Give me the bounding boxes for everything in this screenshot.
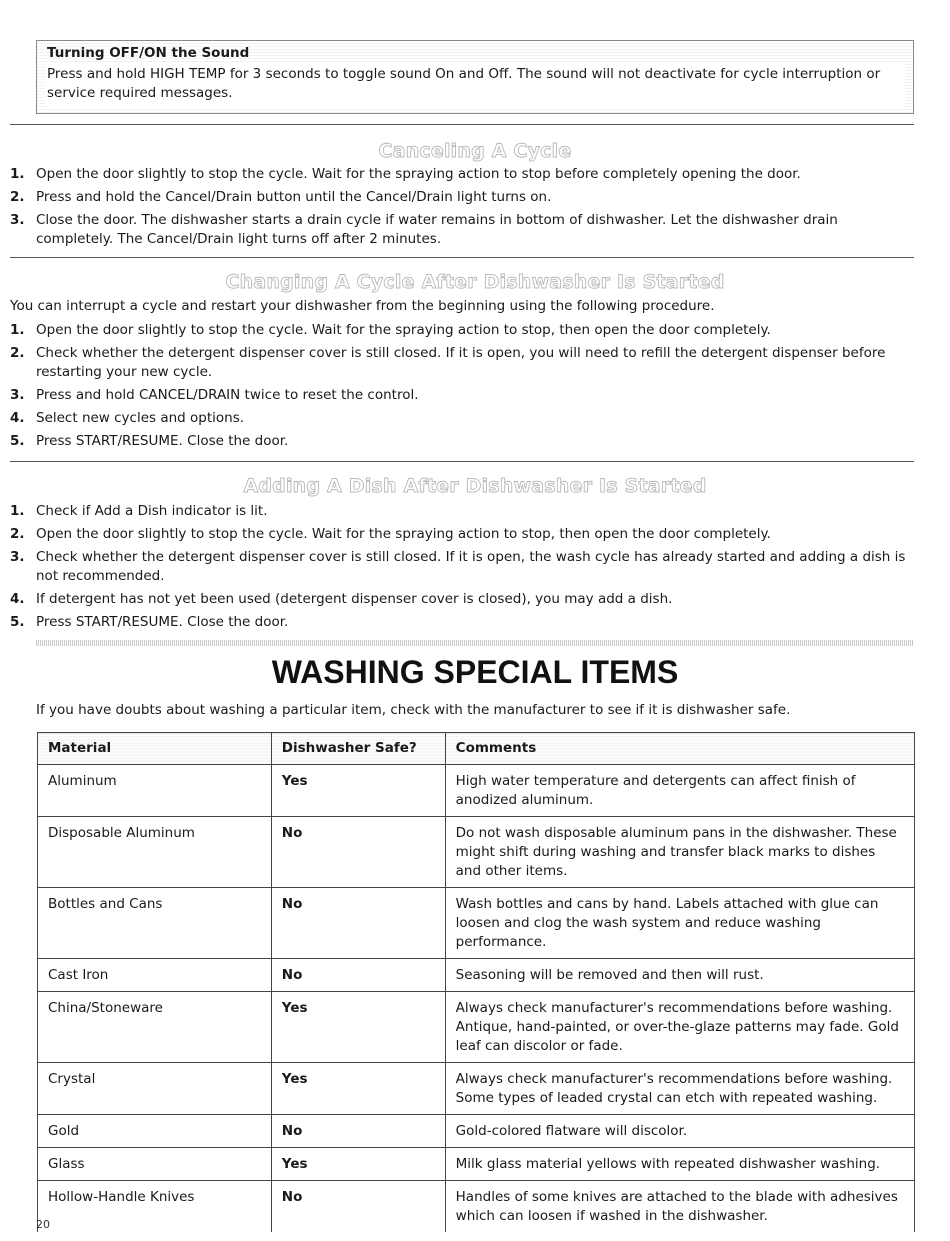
safe-cell: No [271,959,445,992]
safe-cell: Yes [271,1148,445,1181]
comment-cell: Gold-colored flatware will discolor. [445,1115,914,1148]
material-cell: Cast Iron [38,959,272,992]
header-material: Material [38,733,272,765]
washing-items-table [37,732,915,1232]
table-row [38,1181,915,1233]
safe-cell: Yes [271,1063,445,1115]
page-number: 20 [36,1218,50,1231]
section-divider [10,257,914,258]
comment-cell: Seasoning will be removed and then will rust. [445,959,914,992]
safe-cell: No [271,1181,445,1233]
list-item: 1. Open the door slightly to stop the cycle. Wait for the spraying action to stop, then open the door completely. [10,322,771,338]
list-item: 1. Open the door slightly to stop the cycle. Wait for the spraying action to stop before completely opening the door. [10,166,801,182]
list-item: 2. Press and hold the Cancel/Drain button until the Cancel/Drain light turns on. [10,189,552,205]
list-item: 3. Press and hold CANCEL/DRAIN twice to reset the control. [10,387,419,403]
comment-cell: High water temperature and detergents can affect finish of anodized aluminum. [445,765,914,817]
comment-cell: Always check manufacturer's recommendations before washing. Some types of leaded crystal can etch with repeated washing. [445,1063,914,1115]
sound-box-text: Press and hold HIGH TEMP for 3 seconds to toggle sound On and Off. The sound will not deactivate for cycle interruption or service required messages. [47,66,881,101]
list-item: 2. Check whether the detergent dispenser cover is still closed. If it is open, you will need to refill the detergent dispenser before restarting your new cycle. [10,345,886,380]
canceling-steps [10,165,914,253]
adding-steps [10,502,914,636]
material-cell: Bottles and Cans [38,888,272,959]
material-cell: Gold [38,1115,272,1148]
safe-cell: Yes [271,765,445,817]
list-item: 3. Close the door. The dishwasher starts a drain cycle if water remains in bottom of dishwasher. Let the dishwasher drain completely. The Cancel/Drain light turns off after 2 minutes. [10,212,838,247]
table-row [38,817,915,888]
list-item: 4. If detergent has not yet been used (detergent dispenser cover is closed), you may add a dish. [10,591,673,607]
table-row [38,1148,915,1181]
table-row [38,992,915,1063]
safe-cell: No [271,817,445,888]
list-item: 3. Check whether the detergent dispenser cover is still closed. If it is open, the wash cycle has already started and adding a dish is not recommended. [10,549,906,584]
header-comments: Comments [445,733,914,765]
sound-box-title: Turning OFF/ON the Sound [47,45,250,61]
list-item: 2. Open the door slightly to stop the cycle. Wait for the spraying action to stop, then open the door completely. [10,526,771,542]
comment-cell: Do not wash disposable aluminum pans in the dishwasher. These might shift during washing and transfer black marks to dishes and other items. [445,817,914,888]
list-item: 4. Select new cycles and options. [10,410,245,426]
changing-steps [10,321,914,455]
canceling-section-title: Canceling A Cycle [378,140,572,162]
table-row [38,765,915,817]
list-item: 5. Press START/RESUME. Close the door. [10,433,289,449]
sound-toggle-box [36,40,914,114]
table-row [38,1063,915,1115]
section-divider [10,461,914,462]
table-row [38,888,915,959]
changing-intro: You can interrupt a cycle and restart your dishwasher from the beginning using the following procedure. [10,298,715,314]
material-cell: Aluminum [38,765,272,817]
comment-cell: Handles of some knives are attached to the blade with adhesives which can loosen if washed in the dishwasher. [445,1181,914,1233]
section-divider-dotted [36,640,914,646]
material-cell: Crystal [38,1063,272,1115]
washing-intro: If you have doubts about washing a particular item, check with the manufacturer to see if it is dishwasher safe. [36,702,791,718]
list-item: 1. Check if Add a Dish indicator is lit. [10,503,268,519]
table-row [38,959,915,992]
material-cell: China/Stoneware [38,992,272,1063]
comment-cell: Always check manufacturer's recommendations before washing. Antique, hand-painted, or over-the-glaze patterns may fade. Gold leaf can discolor or fade. [445,992,914,1063]
changing-section-title: Changing A Cycle After Dishwasher Is Started [225,271,725,293]
comment-cell: Wash bottles and cans by hand. Labels attached with glue can loosen and clog the wash system and reduce washing performance. [445,888,914,959]
adding-section-title: Adding A Dish After Dishwasher Is Started [243,475,707,497]
material-cell: Hollow-Handle Knives [38,1181,272,1233]
material-cell: Glass [38,1148,272,1181]
comment-cell: Milk glass material yellows with repeated dishwasher washing. [445,1148,914,1181]
section-divider [10,124,914,125]
material-cell: Disposable Aluminum [38,817,272,888]
header-dishwasher-safe: Dishwasher Safe? [271,733,445,765]
safe-cell: No [271,888,445,959]
list-item: 5. Press START/RESUME. Close the door. [10,614,289,630]
safe-cell: No [271,1115,445,1148]
safe-cell: Yes [271,992,445,1063]
table-header-row [38,733,915,765]
table-row [38,1115,915,1148]
washing-special-items-heading: WASHING SPECIAL ITEMS [271,654,679,690]
